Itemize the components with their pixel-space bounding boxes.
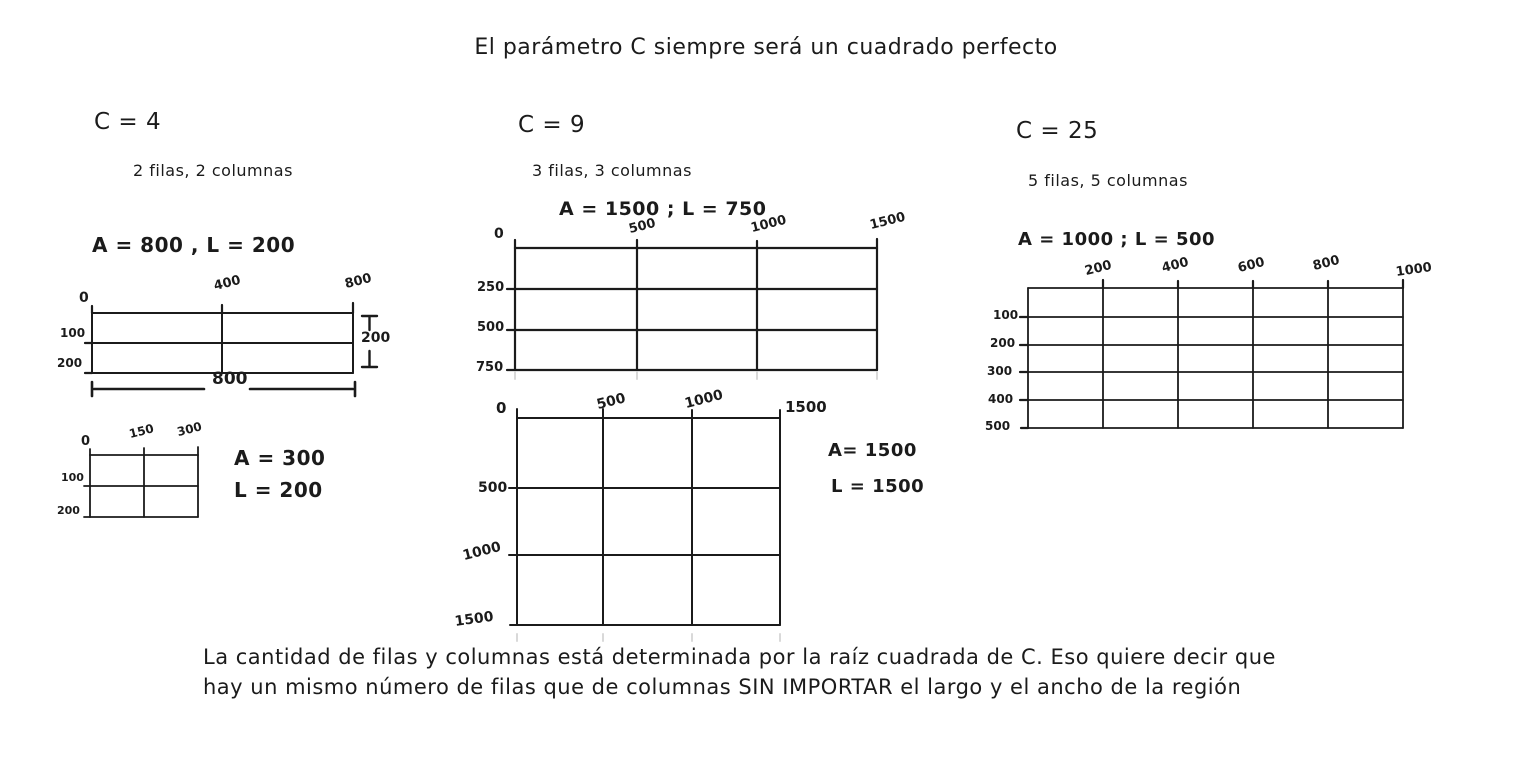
grid-c25 [1020,280,1403,428]
c4-dims: A = 800 , L = 200 [92,233,296,257]
c9-grid2-y-label-2: 1500 [453,608,495,631]
c25-grid-y-label-4: 500 [985,419,1011,433]
c25-grid-x-label-2: 600 [1236,254,1267,277]
c4-grid1-width-dim-label: 800 [212,369,248,389]
grid-c9-square [509,409,780,625]
c9-grid1-y-label-0: 250 [477,280,505,295]
c4-grid1-y-label-1: 200 [57,356,83,370]
c4-grid1-height-dim-label: 200 [361,330,391,346]
c4-grid2-l-label: L = 200 [234,478,323,502]
c25-grid-x-label-1: 400 [1160,254,1191,277]
c25-rows-cols: 5 filas, 5 columnas [1028,171,1188,190]
grid-c9-square-faint-ticks [517,634,780,641]
grid-c9-main-faint-ticks [515,372,877,379]
c4-grid2-y-label-0: 100 [61,471,84,484]
c9-grid2-x-label-1: 500 [595,390,628,414]
footer-line-1: La cantidad de filas y columnas está determinada por la raíz cuadrada de C. Eso quiere decir que [203,645,1276,669]
c4-heading: C = 4 [94,109,162,135]
c25-grid-y-label-0: 100 [993,308,1019,322]
c9-heading: C = 9 [518,112,586,138]
grid-c4-main [85,303,353,373]
c4-grid2-x-label-0: 0 [81,434,91,449]
c25-grid-y-label-1: 200 [990,336,1016,350]
c9-grid1-x-label-0: 0 [494,226,504,242]
c25-grid-x-label-3: 800 [1311,252,1342,275]
c9-grid2-l-label: L = 1500 [831,476,925,497]
c9-grid1-x-label-1: 500 [627,215,658,238]
c9-grid2-y-label-1: 1000 [461,539,503,565]
grid-c9-main [507,239,877,370]
c4-rows-cols: 2 filas, 2 columnas [133,161,293,180]
c9-grid1-y-label-2: 750 [476,360,504,375]
c9-grid1-y-label-1: 500 [477,320,505,335]
page-title: El parámetro C siempre será un cuadrado perfecto [474,35,1058,60]
c9-rows-cols: 3 filas, 3 columnas [532,161,692,180]
c9-grid1-x-label-2: 1000 [749,212,789,237]
c9-grid2-y-label-0: 500 [478,480,508,496]
c25-heading: C = 25 [1016,118,1099,144]
c4-grid2-x-label-2: 300 [175,419,204,440]
c25-grid-x-label-4: 1000 [1394,260,1433,281]
c4-grid2-y-label-1: 200 [57,504,80,517]
grid-c4-small [84,447,198,517]
c25-grid-y-label-3: 400 [988,392,1014,406]
c9-grid2-x-label-0: 0 [496,399,507,417]
c4-grid1-x-label-0: 0 [79,290,89,306]
c4-grid2-a-label: A = 300 [234,446,326,470]
c9-dims: A = 1500 ; L = 750 [559,198,767,220]
c25-grid-x-label-0: 200 [1083,257,1114,280]
c4-grid1-y-label-0: 100 [60,326,86,340]
footer-line-2: hay un mismo número de filas que de columnas SIN IMPORTAR el largo y el ancho de la región [203,675,1242,699]
c9-grid2-x-label-2: 1000 [683,387,725,413]
c25-grid-y-label-2: 300 [987,364,1013,378]
c4-grid2-x-label-1: 150 [127,421,156,442]
c4-grid1-x-label-2: 800 [343,270,374,293]
c9-grid1-x-label-3: 1500 [868,209,908,234]
c4-grid1-x-label-1: 400 [212,272,243,295]
c9-grid2-a-label: A= 1500 [828,440,917,461]
c25-dims: A = 1000 ; L = 500 [1018,229,1216,250]
c9-grid2-x-label-3: 1500 [785,398,827,416]
